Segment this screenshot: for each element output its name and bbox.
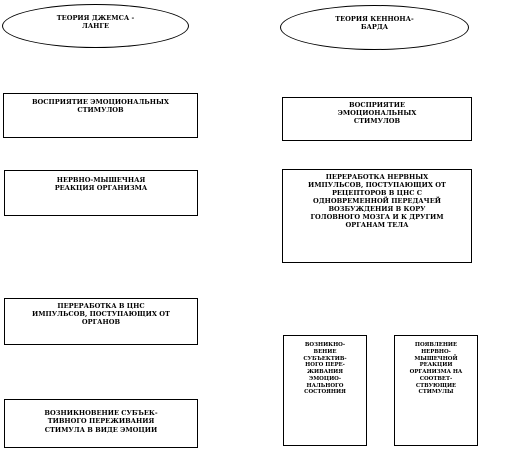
- cannon-bard-outcome-neuromuscular-reaction: [394, 335, 478, 446]
- cannon-bard-title-node: [280, 5, 469, 50]
- cannon-bard-step-perception: [282, 97, 472, 141]
- step-text: ВОСПРИЯТИЕ ЭМОЦИОНАЛЬНЫХ СТИМУЛОВ: [337, 101, 417, 126]
- james-lange-step-emotion-experience: [4, 399, 198, 448]
- james-lange-title: ТЕОРИЯ ДЖЕМСА - ЛАНГЕ: [56, 14, 135, 31]
- cannon-bard-title: ТЕОРИЯ КЕННОНА- БАРДА: [335, 15, 414, 32]
- cannon-bard-step-cns-processing: [282, 169, 472, 263]
- james-lange-title-node: [2, 4, 189, 48]
- james-lange-step-neuromuscular-reaction: [4, 170, 198, 216]
- james-lange-step-cns-processing: [4, 298, 198, 345]
- step-text: ПЕРЕРАБОТКА НЕРВНЫХ ИМПУЛЬСОВ, ПОСТУПАЮЩИХ ОТ РЕЦЕПТОРОВ В ЦНС С ОДНОВРЕМЕННОЙ ПЕРЕДАЧЕЙ ВОЗБУЖДЕНИЯ В КОРУ ГОЛОВНОГО МОЗГА И К ДРУГИМ ОРГАНАМ ТЕЛА: [308, 173, 446, 230]
- outcome-text: ВОЗНИКНО- ВЕНИЕ СУБЪЕКТИВ- НОГО ПЕРЕ- ЖИВАНИЯ ЭМОЦИО- НАЛЬНОГО СОСТОЯНИЯ: [303, 342, 347, 396]
- cannon-bard-outcome-emotion-experience: [283, 335, 367, 446]
- james-lange-step-perception: [3, 93, 198, 138]
- outcome-text: ПОЯВЛЕНИЕ НЕРВНО- МЫШЕЧНОЙ РЕАКЦИИ ОРГАНИЗМА НА СООТВЕТ- СТВУЮЩИЕ СТИМУЛЫ: [409, 342, 463, 396]
- step-text: НЕРВНО-МЫШЕЧНАЯ РЕАКЦИЯ ОРГАНИЗМА: [54, 176, 148, 193]
- step-text: ВОСПРИЯТИЕ ЭМОЦИОНАЛЬНЫХ СТИМУЛОВ: [31, 98, 170, 115]
- step-text: ВОЗНИКНОВЕНИЕ СУБЪЕК- ТИВНОГО ПЕРЕЖИВАНИЯ СТИМУЛА В ВИДЕ ЭМОЦИИ: [44, 409, 158, 434]
- step-text: ПЕРЕРАБОТКА В ЦНС ИМПУЛЬСОВ, ПОСТУПАЮЩИХ ОТ ОРГАНОВ: [32, 302, 170, 327]
